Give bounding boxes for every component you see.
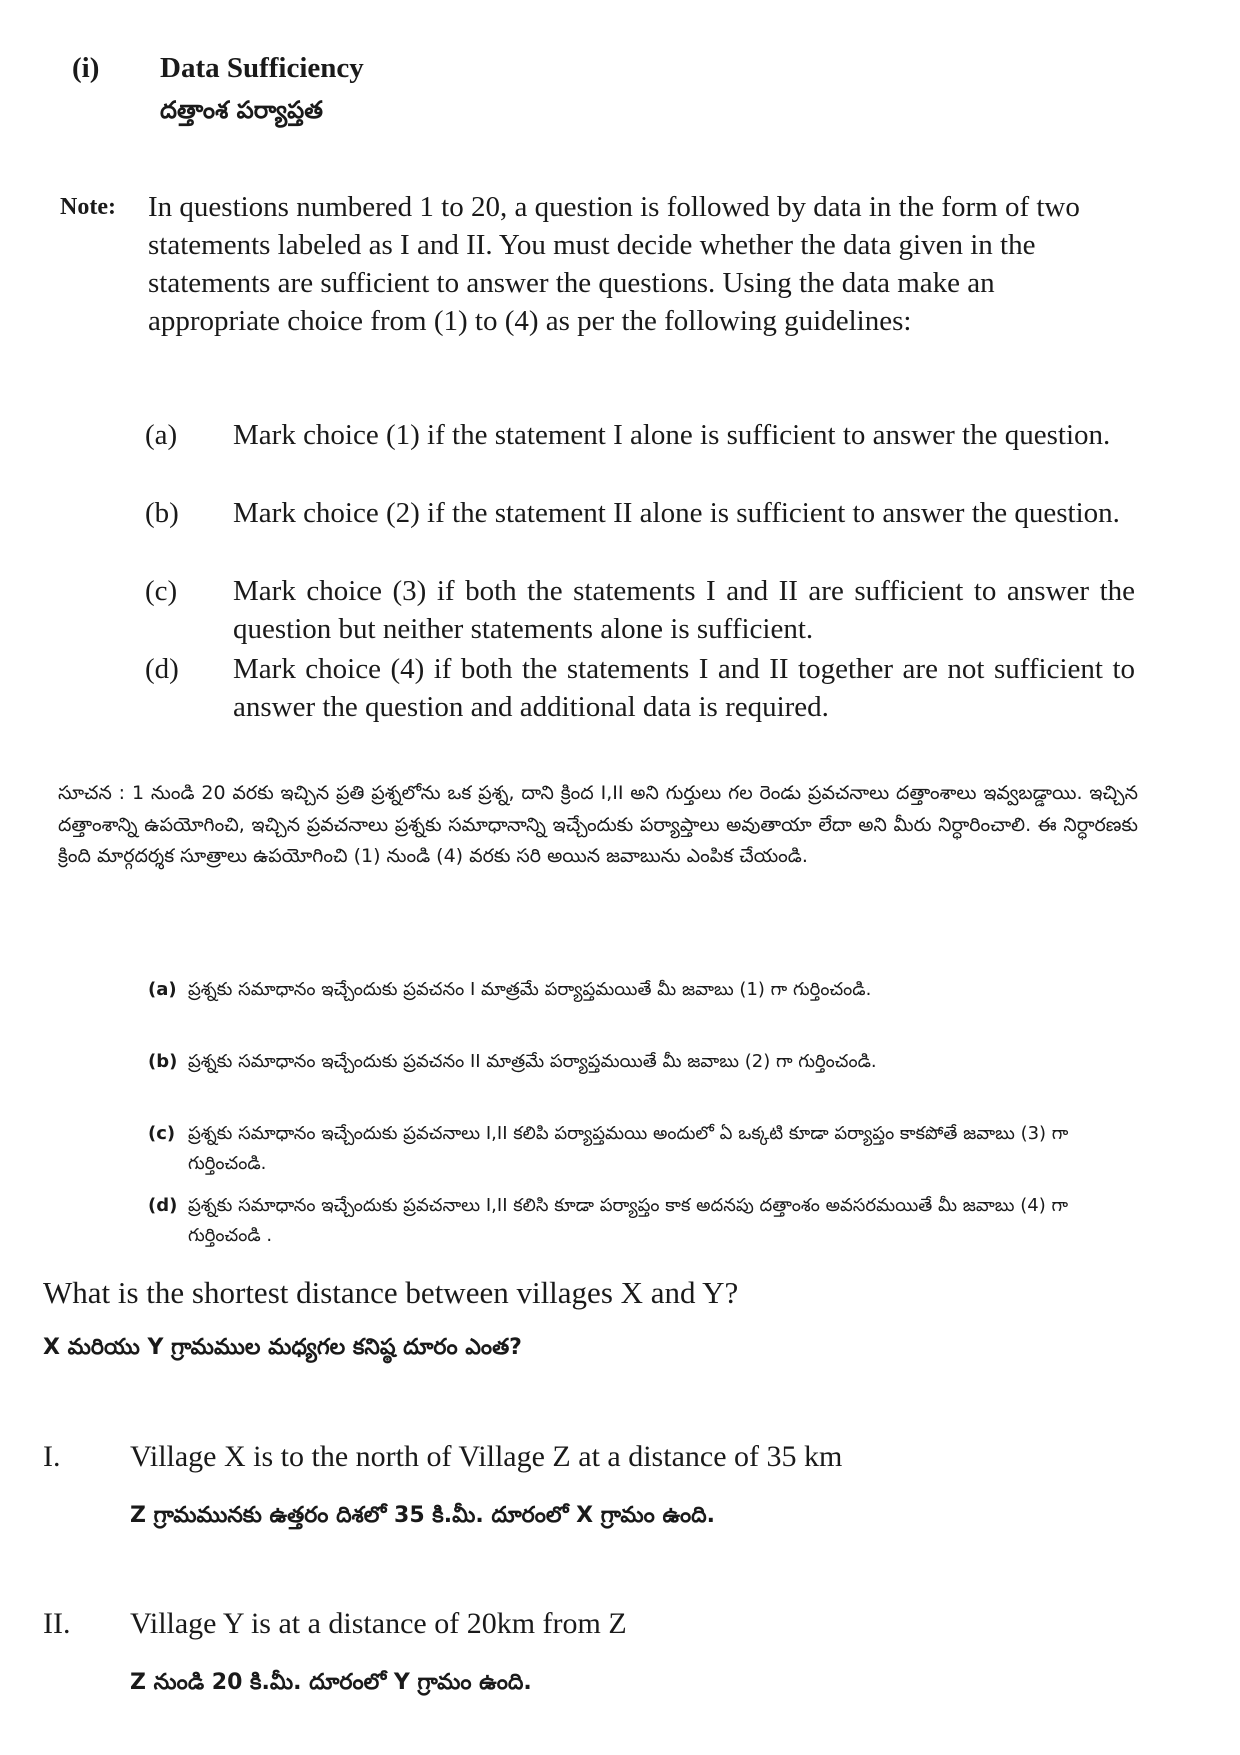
guideline-telugu-label: (d) bbox=[148, 1195, 178, 1216]
note-telugu-label: సూచన : bbox=[58, 782, 126, 804]
guideline-telugu-label: (b) bbox=[148, 1051, 178, 1072]
guideline-telugu-text: ప్రశ్నకు సమాధానం ఇచ్చేందుకు ప్రవచనం II మాత్రమే పర్యాప్తమయితే మీ జవాబు (2) గా గుర్తించండి. bbox=[188, 1051, 877, 1072]
note-telugu bbox=[58, 778, 1138, 873]
guideline-label: (d) bbox=[145, 653, 179, 685]
guideline-label: (c) bbox=[145, 575, 178, 607]
guideline-telugu-label: (c) bbox=[148, 1123, 176, 1144]
note-label: Note: bbox=[60, 194, 116, 220]
guideline-telugu-c bbox=[148, 1119, 1138, 1179]
statement-number: II. bbox=[43, 1607, 71, 1640]
section-title-telugu: దత్తాంశ పర్యాప్తత bbox=[160, 96, 323, 124]
guideline-text: Mark choice (2) if the statement II alone is sufficient to answer the question. bbox=[233, 497, 1120, 529]
guideline-telugu-b bbox=[148, 1047, 1138, 1077]
guideline-c bbox=[145, 572, 1135, 648]
guideline-telugu-text: ప్రశ్నకు సమాధానం ఇచ్చేందుకు ప్రవచనాలు I,II కలిసి కూడా పర్యాప్తం కాక అదనపు దత్తాంశం అవసరమయితే మీ జవాబు (4) గా గుర్తించండి . bbox=[188, 1195, 1069, 1246]
guideline-telugu-text: ప్రశ్నకు సమాధానం ఇచ్చేందుకు ప్రవచనం I మాత్రమే పర్యాప్తమయితే మీ జవాబు (1) గా గుర్తించండి. bbox=[188, 979, 872, 1000]
statement-text-telugu: Z గ్రామమునకు ఉత్తరం దిశలో 35 కి.మీ. దూరంలో X గ్రామం ఉంది. bbox=[130, 1503, 716, 1528]
question-text: What is the shortest distance between villages X and Y? bbox=[43, 1275, 739, 1310]
note-telugu-text: 1 నుండి 20 వరకు ఇచ్చిన ప్రతి ప్రశ్నలోను ఒక ప్రశ్న, దాని క్రింద I,II అని గుర్తులు గల రెండు ప్రవచనాలు దత్తాంశాలు ఇవ్వబడ్డాయి. ఇచ్చిన దత్తాంశాన్ని ఉపయోగించి, ఇచ్చిన ప్రవచనాలు ప్రశ్నకు సమాధానాన్ని ఇచ్చేందుకు పర్యాప్తాలు అవుతాయా లేదా అని మీరు నిర్ధారించాలి. ఈ నిర్ధారణకు క్రింది మార్గదర్శక సూత్రాలు ఉపయోగించి (1) నుండి (4) వరకు సరి అయిన జవాబును ఎంపిక చేయండి. bbox=[58, 782, 1138, 867]
guideline-b bbox=[145, 494, 1135, 532]
guideline-a bbox=[145, 416, 1135, 454]
guideline-label: (a) bbox=[145, 419, 178, 451]
note-text: In questions numbered 1 to 20, a question is followed by data in the form of two statements labeled as I and II. You must decide whether the data given in the statements are sufficient to answer the questions. Using the data make an appropriate choice from (1) to (4) as per the following guidelines: bbox=[148, 191, 1080, 337]
statement-text-telugu: Z నుండి 20 కి.మీ. దూరంలో Y గ్రామం ఉంది. bbox=[130, 1670, 532, 1695]
guideline-d bbox=[145, 650, 1135, 726]
section-number: (i) bbox=[72, 52, 100, 84]
statement-number: I. bbox=[43, 1440, 61, 1473]
statement-text: Village Y is at a distance of 20km from Z bbox=[130, 1607, 627, 1640]
guideline-text: Mark choice (4) if both the statements I and II together are not sufficient to answer the question and additional data is required. bbox=[233, 653, 1135, 723]
guideline-telugu-label: (a) bbox=[148, 979, 177, 1000]
section-title: Data Sufficiency bbox=[160, 52, 364, 84]
guideline-label: (b) bbox=[145, 497, 179, 529]
guideline-telugu-d bbox=[148, 1191, 1138, 1251]
guideline-text: Mark choice (1) if the statement I alone is sufficient to answer the question. bbox=[233, 419, 1111, 451]
guideline-telugu-text: ప్రశ్నకు సమాధానం ఇచ్చేందుకు ప్రవచనాలు I,II కలిపి పర్యాప్తమయి అందులో ఏ ఒక్కటి కూడా పర్యాప్తం కాకపోతే జవాబు (3) గా గుర్తించండి. bbox=[188, 1123, 1069, 1174]
statement-text: Village X is to the north of Village Z at a distance of 35 km bbox=[130, 1440, 843, 1473]
guideline-text: Mark choice (3) if both the statements I and II are sufficient to answer the question but neither statements alone is sufficient. bbox=[233, 575, 1135, 645]
guideline-telugu-a bbox=[148, 975, 1138, 1005]
question-text-telugu: X మరియు Y గ్రామముల మధ్యగల కనిష్ఠ దూరం ఎంత? bbox=[43, 1335, 522, 1360]
